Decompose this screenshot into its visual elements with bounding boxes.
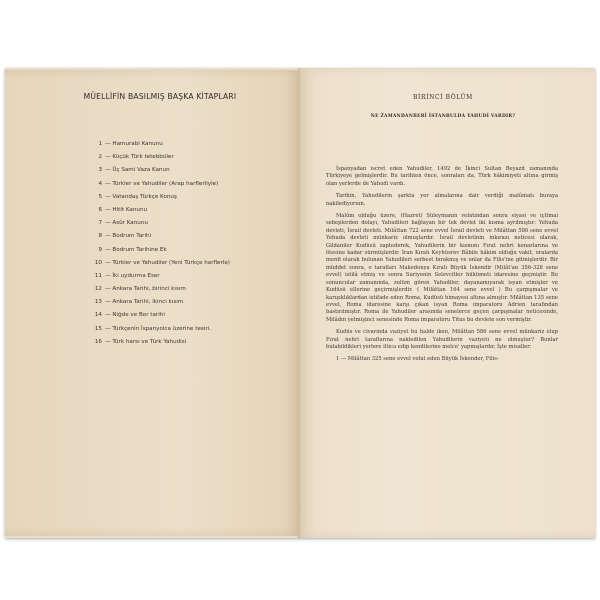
paragraph: Tarihin, Yahudilerin şarkta yer almalarına dair verdiği malûmatı buraya nakilediyorum.: [326, 193, 558, 207]
paragraph: 1 — Milâttan 325 sene evvel vefat eden Büyük İskender, Filis-: [336, 356, 499, 363]
list-item: 14 — Niğde ve Bor tarihi: [94, 312, 165, 319]
list-item: 9 — Bodrum Tarihine Ek: [98, 246, 167, 253]
list-item: 3 — Üç Sami Vaza Kanun: [98, 167, 170, 174]
paragraph: İspanyadan iscret eden Yahudiler, 1492 de İkinci Sultan Beyazit zamanında Türkiyeye gelmişlerdir. Bu tarihten önce, sonraları da, Türk hâkimiyeti altına girmiş olan yerlerde de Yahudi vardı.: [326, 166, 558, 187]
chapter-body: [326, 166, 558, 369]
list-item: 7 — Asûr Kanunu: [98, 220, 148, 227]
list-item: 4 — Türkler ve Yahudiler (Arap harflerliyle): [98, 180, 219, 187]
paragraph: Malûm olduğu üzere, (Hazret) Süleymanın vefatından sonra siyasi ve içtimai sebeplerden dolayı, Yahudileri bağlayan bir tek devlet iki kısma ayrılmıştır: Yehuda devleti, İsrail devleti. Milâttan 722 sene evvel İsrail devleti ve Milâttan 586 sene evvel Yehuda devleti münkariz olmuşlardır. İsrail devletinin inkırazı neticesi olarak, Gildaniler Kudüsü zaptederek, Yahudilerin bir kısmını Fırat nehri kenarlarına ve ötesine kadar sürmüşlerdir. İran Kıralı Keyhüsrev Bâbile hâkim olduğu vakit, oralarda menfi olarak bulunan Yahudileri serbest bırakmış ve onlar da Filis'ine gitmişlerdir. Bir müddet sonra, o tarafları Makedonya Kıralı Büyük İskendir (Milât'an 356-328 sene evvel) istilâ etmiş ve sonra Suriyenin Selevcitler hükümeti idaresine geçmiştir. Bu sonuncular zamanında, zulüm gören Yahudiler, dayanamıyarak isyan etmişler ve Kudüsü ellerine geçirmişlerdir. ( Milâttan 164 sene evvel ) Bu çarpışmalar ve karışıklıklardan istifade eden Roma, Kudüsü himayesi altına almıştır. Milâttan 135 sene evvel, Roma idaresine karşı çıkan isyan Roma imparatoru Adrien tarafından bastırılmıştır. Roma ile Yahudiler arasında senelerce geçen çarpışmalar neticesinde, Milâdın yetmişinci senesinde Roma imparatoru Titus bu devlete son vermiştir.: [326, 213, 558, 323]
book-list: [80, 138, 280, 349]
list-item: 2 — Küçük Türk tetebbüler: [98, 154, 174, 161]
list-item: 13 — Ankara Tarihi, ikinci kısım: [94, 299, 184, 306]
paragraph: Kudüs ve civarında vaziyet bu halde iken, Milâttan 586 sene evvel münkariz olup Fırat nehri taraflarına nakledilen Yahudilerin vaziyeti ne olmuştur? Bunlar bulabildikleri yerlere iltica edip kendilerine melce' yapmışlardır. İşte misaller:: [326, 329, 558, 350]
chapter-heading: BİRİNCİ BÖLÜM: [413, 94, 473, 101]
list-item: 12 — Ankara Tarihi, birinci kısım: [94, 286, 186, 293]
list-item: 6 — Hitit Kanunu: [98, 206, 148, 213]
list-item: 5 — Vatandaş Türkçe Konuş: [98, 193, 177, 200]
chapter-subheading: NE ZAMANDANBERİ İSTANBULDA YAHUDİ VARDIR?: [370, 114, 516, 119]
list-item: 1 — Hamurabi Kanunu: [98, 141, 163, 147]
list-item: 11 — İki uydurma Eser: [94, 272, 160, 279]
list-item: 8 — Bodrum Tarihi: [98, 233, 152, 240]
list-item: 15 — Türkçenin İspanyolca üzerine tesiri.: [94, 325, 211, 332]
list-item: 16 — Türk harsı ve Türk Yahudisi: [94, 338, 187, 345]
other-books-heading: MÜELLİFİN BASILMIŞ BAŞKA KİTAPLARI: [83, 92, 237, 101]
list-item: 10 — Türkler ve Yahudiler (Yeni Türkçe harflerle): [94, 259, 230, 266]
